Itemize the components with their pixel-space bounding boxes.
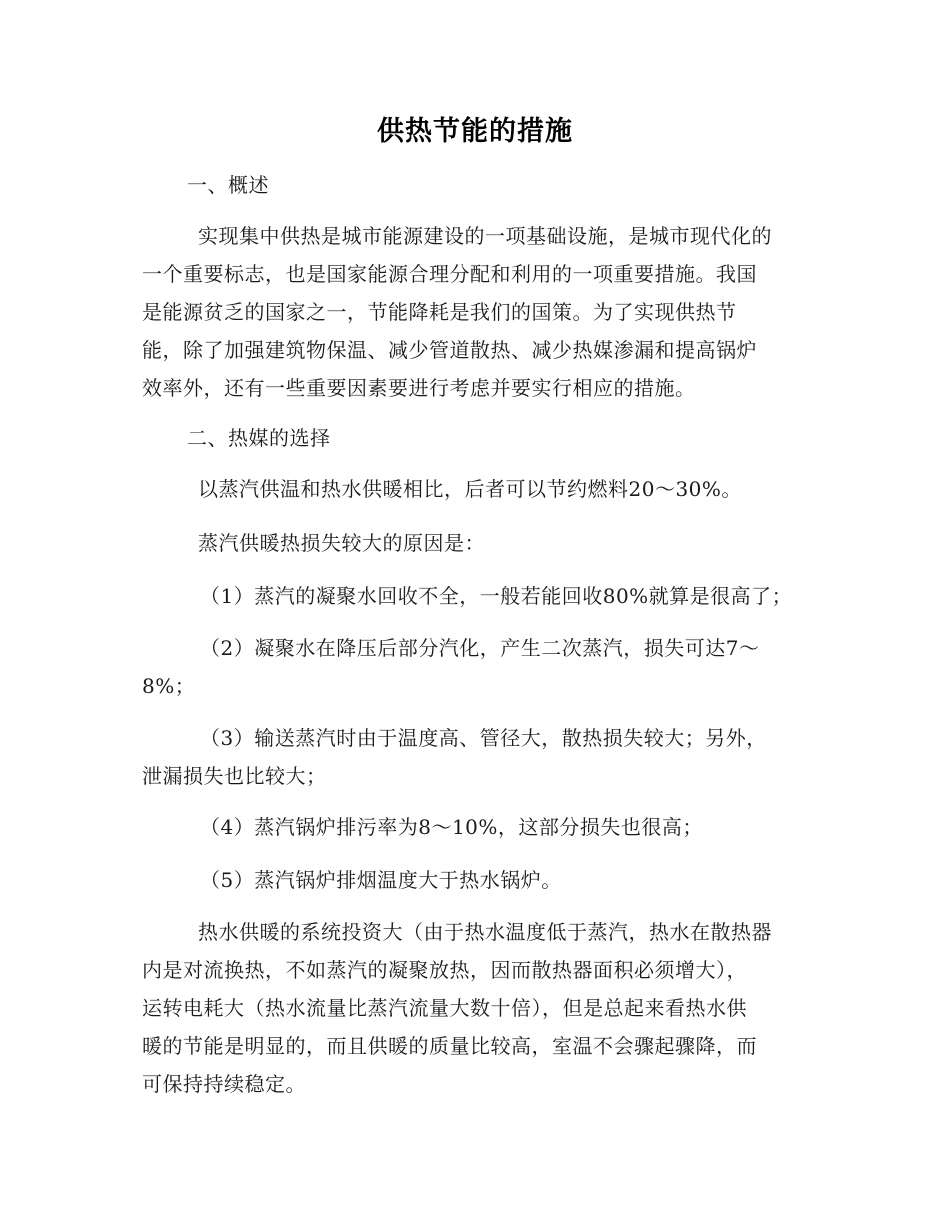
paragraph-line: 效率外，还有一些重要因素要进行考虑并要实行相应的措施。 (142, 376, 696, 400)
list-item-line: （4）蒸汽锅炉排污率为8～10%，这部分损失也很高； (200, 815, 703, 839)
overview-paragraph (142, 217, 810, 407)
paragraph-line: 实现集中供热是城市能源建设的一项基础设施，是城市现代化的 (198, 224, 772, 248)
paragraph-line: 运转电耗大（热水流量比蒸汽流量大数十倍），但是总起来看热水供 (142, 996, 747, 1020)
list-item-line: （1）蒸汽的凝聚水回收不全，一般若能回收80%就算是很高了； (200, 584, 793, 608)
list-item (142, 577, 810, 615)
paragraph-line: 热水供暖的系统投资大（由于热水温度低于蒸汽，热水在散热器 (198, 920, 772, 944)
heat-medium-intro: 以蒸汽供温和热水供暖相比，后者可以节约燃料20～30%。 (198, 477, 742, 501)
list-item (142, 719, 810, 795)
section-heading-overview: 一、概述 (187, 173, 269, 197)
paragraph-line: 是能源贫乏的国家之一，节能降耗是我们的国策。为了实现供热节 (142, 300, 737, 324)
paragraph-line: 可保持持续稳定。 (142, 1072, 306, 1096)
section-heading-heat-medium: 二、热媒的选择 (187, 426, 331, 450)
list-item (142, 629, 810, 705)
list-item (142, 808, 810, 846)
paragraph-line: 一个重要标志，也是国家能源合理分配和利用的一项重要措施。我国 (142, 262, 757, 286)
paragraph-line: 能，除了加强建筑物保温、减少管道散热、减少热媒渗漏和提高锅炉 (142, 338, 757, 362)
paragraph-line: 暖的节能是明显的，而且供暖的质量比较高，室温不会骤起骤降，而 (142, 1034, 757, 1058)
page-title: 供热节能的措施 (377, 116, 573, 147)
list-item-line: 8%； (142, 674, 196, 698)
list-item-line: （3）输送蒸汽时由于温度高、管径大，散热损失较大；另外， (200, 726, 767, 750)
list-item (142, 861, 810, 899)
list-item-line: （2）凝聚水在降压后部分汽化，产生二次蒸汽，损失可达7～ (200, 636, 760, 660)
list-item-line: 泄漏损失也比较大； (142, 764, 327, 788)
conclusion-paragraph (142, 913, 810, 1103)
list-item-line: （5）蒸汽锅炉排烟温度大于热水锅炉。 (200, 868, 562, 892)
reasons-intro: 蒸汽供暖热损失较大的原因是： (198, 531, 485, 555)
paragraph-line: 内是对流换热，不如蒸汽的凝聚放热，因而散热器面积必须增大）， (142, 958, 747, 982)
